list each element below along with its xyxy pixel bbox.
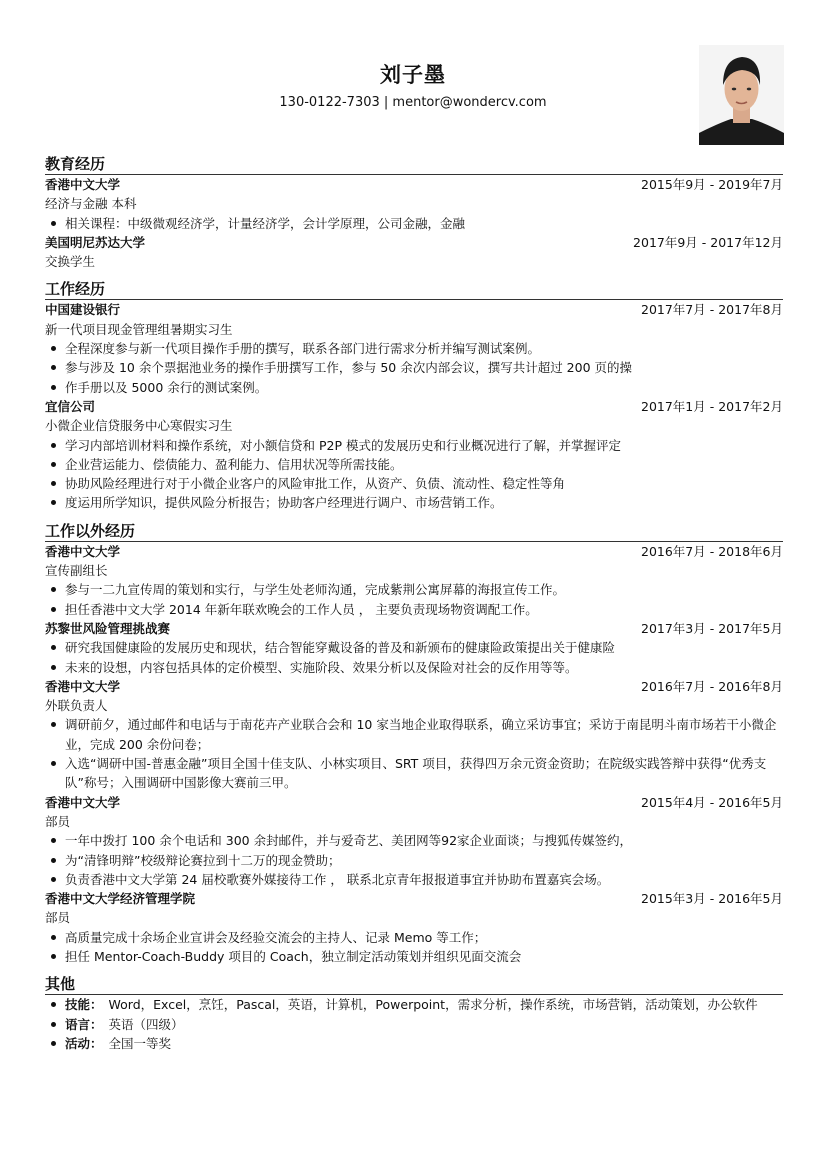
bullet-item: 入选“调研中国-普惠金融”项目全国十佳支队、小林实项目、SRT 项目，获得四万余元资金资助；在院级实践答辩中获得“优秀支队”称号；入围调研中国影像大赛前三甲。 xyxy=(65,754,783,793)
candidate-name: 刘子墨 xyxy=(380,63,446,87)
extra-entry xyxy=(45,542,783,619)
language-item xyxy=(65,1015,783,1034)
org-name: 宜信公司 xyxy=(45,398,96,414)
bullet-item: 负责香港中文大学第 24 届校歌赛外媒接待工作 ， 联系北京青年报报道事宜并协助布置嘉宾会场。 xyxy=(65,870,783,889)
portrait-icon xyxy=(699,45,784,145)
org-name: 香港中文大学 xyxy=(45,177,121,192)
work-entry xyxy=(45,397,783,513)
date-range: 2017年1月 - 2017年2月 xyxy=(641,398,783,414)
education-section xyxy=(45,154,783,271)
bullet-item: 作手册以及 5000 余行的测试案例。 xyxy=(65,378,783,397)
date-range: 2017年9月 - 2017年12月 xyxy=(633,234,783,250)
bullet-item: 全程深度参与新一代项目操作手册的撰写，联系各部门进行需求分析并编写测试案例。 xyxy=(65,339,783,358)
role-text: 小微企业信贷服务中心寒假实习生 xyxy=(45,418,233,434)
language-label: 语言： xyxy=(65,1016,103,1032)
section-title-education: 教育经历 xyxy=(45,154,783,175)
date-range: 2016年7月 - 2016年8月 xyxy=(641,678,783,694)
bullet-item: 企业营运能力、偿债能力、盈利能力、信用状况等所需技能。 xyxy=(65,455,783,474)
bullet-item: 担任 Mentor-Coach-Buddy 项目的 Coach，独立制定活动策划并组织见面交流会 xyxy=(65,947,783,966)
work-section xyxy=(45,279,783,512)
org-name: 香港中文大学 xyxy=(45,678,121,694)
role-text: 新一代项目现金管理组暑期实习生 xyxy=(45,321,233,337)
bullet-item: 度运用所学知识，提供风险分析报告；协助客户经理进行调户、市场营销工作。 xyxy=(65,493,783,512)
org-name: 香港中文大学经济管理学院 xyxy=(45,891,196,907)
date-range: 2015年9月 - 2019年7月 xyxy=(641,177,783,192)
org-name: 香港中文大学 xyxy=(45,543,121,559)
org-name: 中国建设银行 xyxy=(45,302,121,318)
activity-value: 全国一等奖 xyxy=(108,1035,172,1051)
extra-entry xyxy=(45,793,783,889)
activity-item xyxy=(65,1034,783,1053)
skills-label: 技能： xyxy=(65,997,103,1013)
profile-photo xyxy=(699,45,784,145)
bullet-item: 参与涉及 10 余个票据池业务的操作手册撰写工作，参与 50 余次内部会议，撰写共计超过 200 页的操 xyxy=(65,358,783,377)
extra-entry xyxy=(45,889,783,966)
language-value: 英语（四级） xyxy=(108,1016,184,1032)
bullet-item: 参与一二九宣传周的策划和实行，与学生处老师沟通，完成紫荆公寓屏幕的海报宣传工作。 xyxy=(65,580,783,599)
date-range: 2015年4月 - 2016年5月 xyxy=(641,794,783,810)
org-name: 苏黎世风险管理挑战赛 xyxy=(45,620,171,636)
bullet-item: 学习内部培训材料和操作系统，对小额信贷和 P2P 模式的发展历史和行业概况进行了解，并掌握评定 xyxy=(65,436,783,455)
section-title-other: 其他 xyxy=(45,974,783,995)
bullet-item: 协助风险经理进行对于小微企业客户的风险审批工作，从资产、负债、流动性、稳定性等角 xyxy=(65,474,783,493)
role-text: 宣传副组长 xyxy=(45,563,108,579)
bullet-item: 相关课程：中级微观经济学，计量经济学，会计学原理，公司金融，金融 xyxy=(65,214,783,233)
org-name: 美国明尼苏达大学 xyxy=(45,234,146,250)
section-title-work: 工作经历 xyxy=(45,279,783,300)
date-range: 2017年7月 - 2017年8月 xyxy=(641,302,783,318)
skills-item xyxy=(65,995,783,1014)
date-range: 2016年7月 - 2018年6月 xyxy=(641,543,783,559)
bullet-item: 高质量完成十余场企业宣讲会及经验交流会的主持人、记录 Memo 等工作； xyxy=(65,928,783,947)
bullet-item: 为“清锋明辩”校级辩论赛拉到十二万的现金赞助； xyxy=(65,851,783,870)
resume-body xyxy=(45,150,783,1053)
section-title-extra: 工作以外经历 xyxy=(45,521,783,542)
bullet-item: 担任香港中文大学 2014 年新年联欢晚会的工作人员 ， 主要负责现场物资调配工作。 xyxy=(65,600,783,619)
role-text: 部员 xyxy=(45,813,71,829)
activity-label: 活动： xyxy=(65,1035,103,1051)
bullet-item: 一年中拨打 100 余个电话和 300 余封邮件，并与爱奇艺、美团网等92家企业面谈；与搜狐传媒签约， xyxy=(65,831,783,850)
date-range: 2015年3月 - 2016年5月 xyxy=(641,891,783,907)
bullet-item: 调研前夕，通过邮件和电话与于南花卉产业联合会和 10 家当地企业取得联系，确立采访事宜；采访于南昆明斗南市场若干小微企业，完成 200 余份问卷； xyxy=(65,715,783,754)
role-text: 交换学生 xyxy=(45,254,96,270)
contact-info: 130-0122-7303 | mentor@wondercv.com xyxy=(279,95,547,110)
extra-entry xyxy=(45,619,783,677)
org-name: 香港中文大学 xyxy=(45,794,121,810)
work-entry xyxy=(45,300,783,396)
bullet-item: 未来的设想，内容包括具体的定价模型、实施阶段、效果分析以及保险对社会的反作用等等。 xyxy=(65,658,783,677)
role-text: 外联负责人 xyxy=(45,698,108,714)
date-range: 2017年3月 - 2017年5月 xyxy=(641,620,783,636)
bullet-item: 研究我国健康险的发展历史和现状，结合智能穿戴设备的普及和新颁布的健康险政策提出关于健康险 xyxy=(65,638,783,657)
education-entry xyxy=(45,233,783,272)
extra-entry xyxy=(45,677,783,793)
skills-value: Word，Excel，烹饪，Pascal，英语，计算机，Powerpoint，需求分析，操作系统，市场营销，活动策划，办公软件 xyxy=(108,997,758,1013)
extra-experience-section xyxy=(45,521,783,967)
other-section xyxy=(45,974,783,1053)
education-entry xyxy=(45,175,783,233)
role-text: 经济与金融 本科 xyxy=(45,196,137,212)
role-text: 部员 xyxy=(45,910,71,926)
